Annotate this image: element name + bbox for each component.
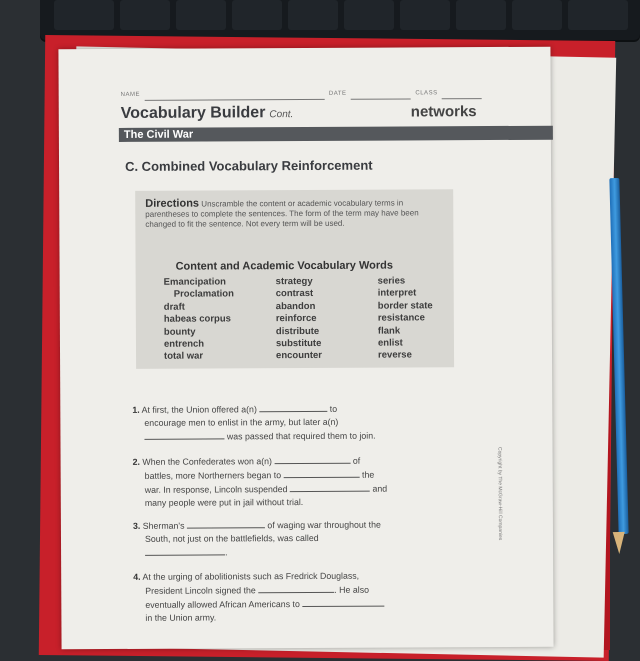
word-column-3 bbox=[378, 275, 433, 362]
question-text: President Lincoln signed the bbox=[145, 585, 256, 596]
brand-logo: networks bbox=[410, 103, 477, 121]
subtitle-bar bbox=[119, 126, 553, 142]
date-label: DATE bbox=[328, 90, 347, 97]
question-text: in the Union army. bbox=[145, 612, 217, 623]
name-label: NAME bbox=[120, 91, 141, 98]
pencil-tip bbox=[613, 532, 626, 554]
word-item: flank bbox=[377, 325, 401, 337]
question-text: . He also bbox=[334, 584, 369, 595]
word-item: interpret bbox=[377, 287, 417, 300]
class-line bbox=[442, 90, 482, 99]
question-number: 1. bbox=[132, 404, 140, 415]
subtitle: The Civil War bbox=[123, 128, 194, 141]
question-text: At first, the Union offered a(n) bbox=[141, 404, 257, 415]
directions-label: Directions bbox=[145, 197, 200, 210]
answer-blank[interactable] bbox=[144, 429, 224, 439]
word-item: draft bbox=[163, 301, 185, 313]
word-item: resistance bbox=[377, 312, 425, 324]
word-item: strategy bbox=[275, 275, 313, 288]
question-text: many people were put in jail without trial. bbox=[144, 497, 304, 508]
name-line bbox=[144, 91, 324, 101]
keyboard-key bbox=[232, 0, 282, 30]
word-item: Emancipation bbox=[163, 276, 226, 288]
word-item: habeas corpus bbox=[163, 313, 231, 325]
question-text: . bbox=[225, 547, 228, 558]
word-column-1 bbox=[164, 276, 235, 363]
question-number: 4. bbox=[133, 571, 141, 582]
word-item: enlist bbox=[377, 337, 403, 349]
question-text: the bbox=[361, 469, 375, 480]
keyboard-key bbox=[456, 0, 506, 30]
directions-text: Unscramble the content or academic vocabulary terms in parentheses to complete the sentences. The form of the term may have been changed to fit the sentence. Not every term will be used. bbox=[145, 198, 419, 229]
word-box-title: Content and Academic Vocabulary Words bbox=[175, 259, 394, 273]
directions bbox=[145, 197, 445, 230]
title-text: Vocabulary Builder bbox=[120, 104, 266, 122]
word-item: series bbox=[377, 275, 406, 287]
question-text: At the urging of abolitionists such as Fredrick Douglass, bbox=[142, 570, 360, 582]
keyboard-key bbox=[400, 0, 450, 30]
answer-blank[interactable] bbox=[258, 583, 334, 593]
keyboard-key bbox=[568, 0, 628, 30]
answer-blank[interactable] bbox=[145, 545, 225, 555]
keyboard-key bbox=[54, 0, 114, 30]
word-item: distribute bbox=[275, 325, 320, 337]
question-4 bbox=[133, 569, 453, 625]
question-text: When the Confederates won a(n) bbox=[142, 456, 273, 467]
question-text: and bbox=[372, 483, 388, 494]
keyboard bbox=[40, 0, 640, 40]
question-text: Sherman's bbox=[142, 520, 185, 531]
question-text: of bbox=[352, 455, 361, 466]
section-title: C. Combined Vocabulary Reinforcement bbox=[125, 157, 373, 174]
answer-blank[interactable] bbox=[274, 454, 350, 464]
question-text: South, not just on the battlefields, was called bbox=[144, 532, 319, 544]
question-text: eventually allowed African Americans to bbox=[145, 599, 300, 610]
header-fields bbox=[121, 81, 491, 101]
word-item: Proclamation bbox=[173, 288, 234, 301]
word-item: reverse bbox=[378, 349, 412, 362]
word-item: bounty bbox=[163, 326, 196, 338]
word-item: contrast bbox=[275, 288, 314, 300]
question-text: battles, more Northerners began to bbox=[144, 470, 282, 481]
word-item: encounter bbox=[276, 350, 323, 362]
word-item: border state bbox=[377, 300, 433, 312]
question-1 bbox=[132, 401, 432, 444]
question-3 bbox=[133, 517, 453, 560]
question-number: 2. bbox=[132, 456, 140, 467]
answer-blank[interactable] bbox=[259, 402, 327, 412]
word-item: reinforce bbox=[275, 313, 317, 325]
word-item: total war bbox=[164, 350, 204, 363]
answer-blank[interactable] bbox=[284, 468, 360, 478]
word-item: abandon bbox=[275, 300, 316, 312]
directions-box bbox=[135, 189, 454, 369]
class-label: CLASS bbox=[415, 90, 438, 97]
question-text: was passed that required them to join. bbox=[226, 430, 376, 442]
answer-blank[interactable] bbox=[290, 482, 370, 492]
date-line bbox=[351, 90, 411, 99]
question-text: war. In response, Lincoln suspended bbox=[144, 484, 288, 495]
title-cont: Cont. bbox=[269, 109, 294, 121]
keyboard-key bbox=[344, 0, 394, 30]
keyboard-key bbox=[288, 0, 338, 30]
worksheet-title bbox=[121, 104, 294, 123]
word-item: substitute bbox=[275, 337, 322, 350]
keyboard-key bbox=[120, 0, 170, 30]
worksheet-page bbox=[58, 47, 553, 650]
question-text: of waging war throughout the bbox=[267, 519, 381, 531]
answer-blank[interactable] bbox=[187, 518, 265, 528]
keyboard-key bbox=[176, 0, 226, 30]
word-item: entrench bbox=[163, 338, 205, 350]
word-column-2 bbox=[276, 276, 322, 363]
question-text: to bbox=[329, 403, 338, 414]
question-number: 3. bbox=[132, 520, 141, 531]
copyright-notice: Copyright by The McGraw-Hill Companies bbox=[496, 446, 504, 541]
blue-pencil bbox=[609, 178, 628, 534]
question-2 bbox=[133, 453, 453, 510]
keyboard-key bbox=[512, 0, 562, 30]
answer-blank[interactable] bbox=[302, 597, 384, 607]
question-text: encourage men to enlist in the army, but later a(n) bbox=[144, 416, 339, 428]
